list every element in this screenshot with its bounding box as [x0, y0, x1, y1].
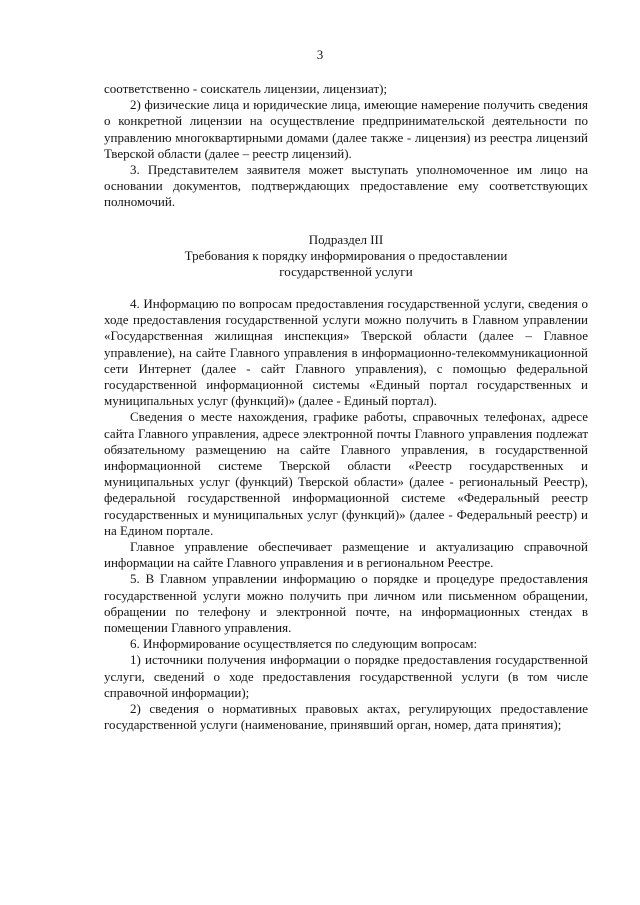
- paragraph-item-2: 2) физические лица и юридические лица, имеющие намерение получить сведения о конкретной лицензии на осуществление предпринимательской деятельности по управлению многоквартирными домами (далее также - лицензия) из реестра лицензий Тверской области (далее – реестр лицензий).: [104, 97, 588, 161]
- section-heading: [104, 232, 588, 281]
- section-title: Подраздел III: [308, 232, 384, 247]
- list-item-1: 1) источники получения информации о порядке предоставления государственной услуги, сведений о ходе предоставления государственной услуги (в том числе справочной информации);: [104, 652, 588, 700]
- paragraph-contacts: Сведения о месте нахождения, графике работы, справочных телефонах, адресе сайта Главного управления, адресе электронной почты Главного управления подлежат обязательному размещению на сайте Главного управления, в государственной информационной системе Тверской области «Реестр государственных и муниципальных услуг (функций) Тверской области» (далее - региональный Реестр), федеральной государственной информационной системе «Федеральный реестр государственных и муниципальных услуг (функций)» (далее - Федеральный реестр) и на Едином портале.: [104, 409, 588, 538]
- paragraph-item-3: 3. Представителем заявителя может выступать уполномоченное им лицо на основании документов, подтверждающих предоставление ему соответствующих полномочий.: [104, 162, 588, 210]
- section-subtitle-line-2: государственной услуги: [279, 264, 413, 280]
- page-number: 3: [316, 47, 324, 62]
- paragraph-continuation: соответственно - соискатель лицензии, лицензиат);: [104, 81, 388, 96]
- paragraph-updates: Главное управление обеспечивает размещение и актуализацию справочной информации на сайте Главного управления и в региональном Реестре.: [104, 539, 588, 571]
- paragraph-4: 4. Информацию по вопросам предоставления государственной услуги, сведения о ходе предоставления государственной услуги можно получить в Главном управлении «Государственная жилищная инспекция» Тверской области (далее – Главное управление), на сайте Главного управления в информационно-телекоммуникационной сети Интернет (далее - сайт Главного управления), с помощью федеральной государственной информационной системы «Единый портал государственных и муниципальных услуг (функций)» (далее - Единый портал).: [104, 296, 588, 409]
- list-item-2: 2) сведения о нормативных правовых актах, регулирующих предоставление государственной услуги (наименование, принявший орган, номер, дата принятия);: [104, 701, 588, 733]
- paragraph-6: 6. Информирование осуществляется по следующим вопросам:: [130, 636, 478, 652]
- body-paragraphs: [104, 296, 588, 733]
- section-subtitle-line-1: Требования к порядку информирования о предоставлении: [184, 248, 508, 264]
- paragraph-5: 5. В Главном управлении информацию о порядке и процедуре предоставления государственной услуги можно получить при личном или письменном обращении, обращении по телефону и электронной почте, на информационных стендах в помещении Главного управления.: [104, 571, 588, 636]
- top-paragraphs: [104, 81, 588, 211]
